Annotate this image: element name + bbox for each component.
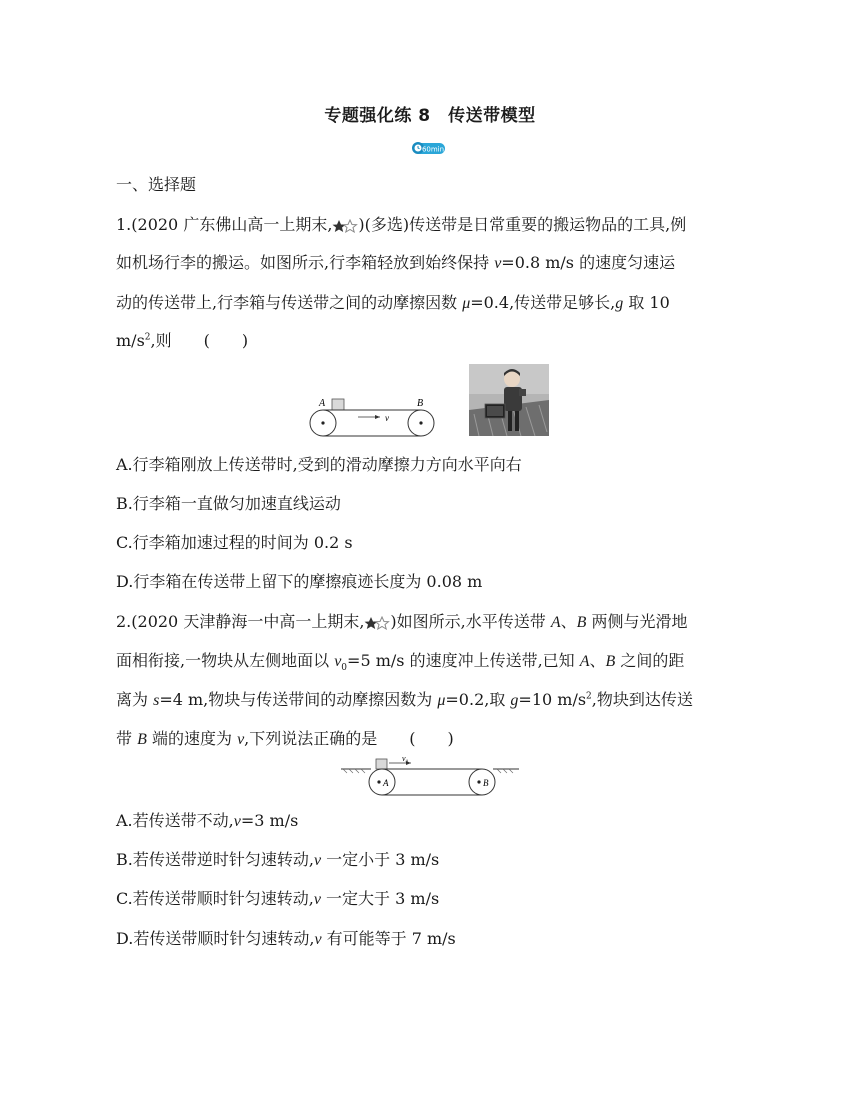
page-title: 专题强化练 8 传送带模型 <box>324 106 536 126</box>
q1-option-d: D.行李箱在传送带上留下的摩擦痕迹长度为 0.08 m <box>116 572 483 591</box>
q2-option-b: B.若传送带逆时针匀速转动,v 一定小于 3 m/s <box>116 850 440 869</box>
q1-airport-photo <box>469 364 549 436</box>
q1-line-2: 如机场行李的搬运。如图所示,行李箱轻放到始终保持 v=0.8 m/s 的速度匀速运 <box>116 253 676 272</box>
q2-conveyor-diagram <box>341 755 521 797</box>
q2-line-1: 2.(2020 天津静海一中高一上期末, )如图所示,水平传送带 A、B 两侧与光滑地 <box>116 612 688 631</box>
q2-option-d: D.若传送带顺时针匀速转动,v 有可能等于 7 m/s <box>116 929 456 948</box>
q1-line-3: 动的传送带上,行李箱与传送带之间的动摩擦因数 μ=0.4,传送带足够长,g 取 10 <box>116 293 670 312</box>
q1-conveyor-diagram <box>303 393 443 439</box>
q2-line-4: 带 B 端的速度为 v,下列说法正确的是 ( ) <box>116 729 454 748</box>
q2-option-c: C.若传送带顺时针匀速转动,v 一定大于 3 m/s <box>116 889 440 908</box>
fig2-label-v0: v₀ <box>402 755 409 763</box>
fig1-label-b: B <box>417 398 424 409</box>
fig1-suitcase <box>332 399 344 410</box>
fig1-label-v: v <box>385 413 389 423</box>
fig2-label-b: B <box>483 778 489 788</box>
fig2-label-a: A <box>383 778 389 788</box>
q1-line-4: $m/s^2$,则 ( ) <box>116 331 249 350</box>
time-badge <box>412 140 446 154</box>
difficulty-stars-icon <box>332 219 358 233</box>
clock-icon <box>412 141 446 155</box>
fig1-label-a: A <box>319 398 326 409</box>
q2-line-3: 离为 s=4 m,物块与传送带间的动摩擦因数为 μ=0.2,取 g=10 $m/s^2$,物块到达传送 <box>116 690 693 709</box>
fig2-block <box>376 759 387 769</box>
q1-option-c: C.行李箱加速过程的时间为 0.2 s <box>116 533 353 552</box>
q2-option-a: A.若传送带不动,v=3 m/s <box>116 811 299 830</box>
time-badge-label: 60min <box>421 145 445 154</box>
q1-line-1: 1.(2020 广东佛山高一上期末, )(多选)传送带是日常重要的搬运物品的工具,例 <box>116 215 687 234</box>
q1-option-b: B.行李箱一直做匀加速直线运动 <box>116 494 341 513</box>
difficulty-stars-icon <box>364 616 390 630</box>
fig2-pulley-a <box>369 769 395 795</box>
fig2-pulley-b <box>469 769 495 795</box>
section-heading: 一、选择题 <box>116 175 197 194</box>
q1-option-a: A.行李箱刚放上传送带时,受到的滑动摩擦力方向水平向右 <box>116 455 522 474</box>
q2-line-2: 面相衔接,一物块从左侧地面以 $v_0=5$ m/s 的速度冲上传送带,已知 A、B 之间的距 <box>116 651 685 674</box>
